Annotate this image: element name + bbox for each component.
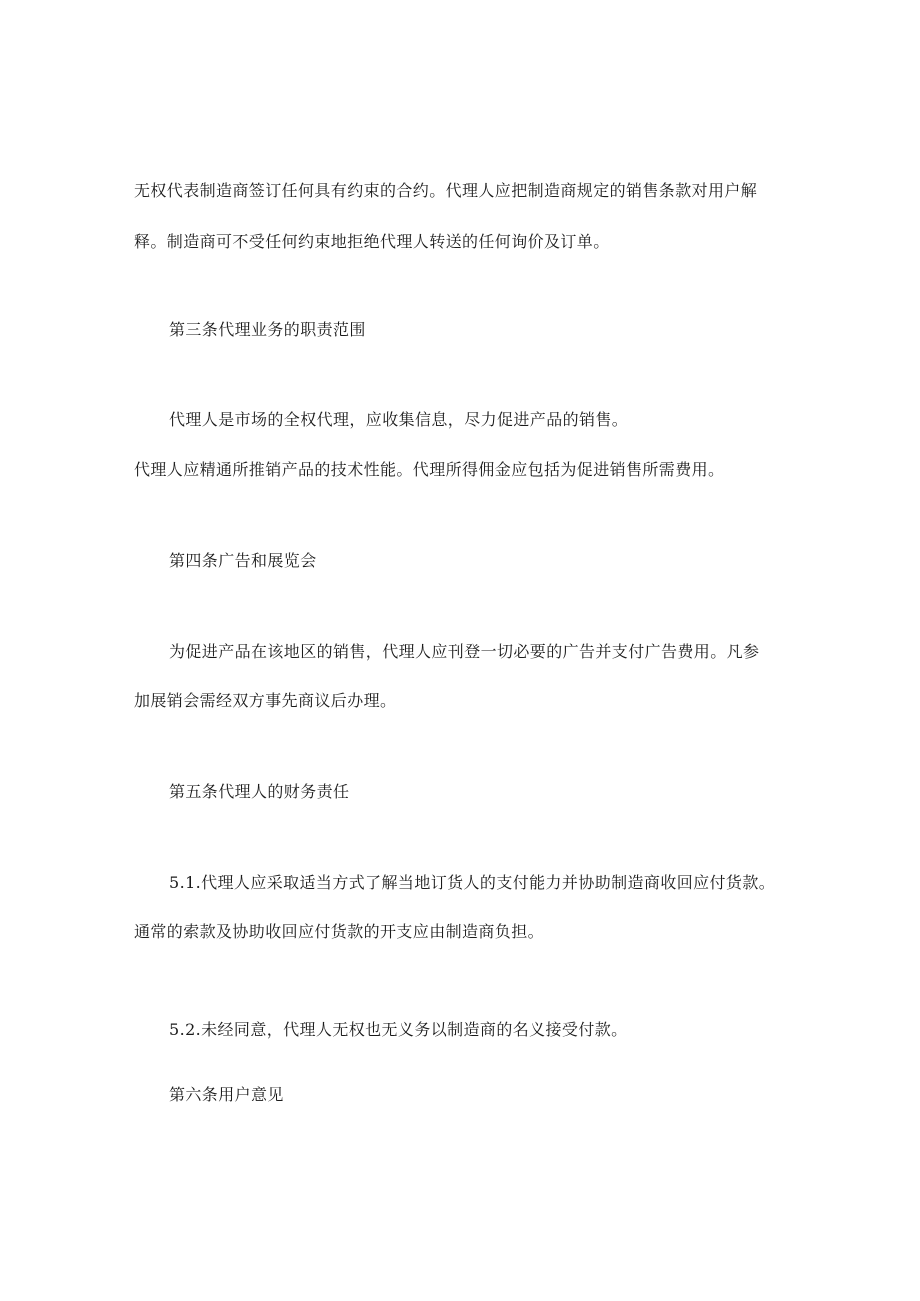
paragraph-line: 代理人应精通所推销产品的技术性能。代理所得佣金应包括为促进销售所需费用。: [134, 460, 725, 479]
section-heading: 第五条代理人的财务责任: [169, 782, 350, 801]
paragraph-line: 无权代表制造商签订任何具有约束的合约。代理人应把制造商规定的销售条款对用户解: [134, 181, 758, 200]
section-heading: 第三条代理业务的职责范围: [169, 320, 366, 339]
paragraph-line: 释。制造商可不受任何约束地拒绝代理人转送的任何询价及订单。: [134, 232, 610, 251]
paragraph-line: 5.1.代理人应采取适当方式了解当地订货人的支付能力并协助制造商收回应付货款。: [169, 873, 776, 892]
paragraph-line: 加展销会需经双方事先商议后办理。: [134, 691, 397, 710]
paragraph-line: 为促进产品在该地区的销售，代理人应刊登一切必要的广告并支付广告费用。凡参: [169, 642, 760, 661]
section-heading: 第四条广告和展览会: [169, 551, 317, 570]
paragraph-line: 5.2.未经同意，代理人无权也无义务以制造商的名义接受付款。: [169, 1020, 628, 1039]
section-heading: 第六条用户意见: [169, 1085, 284, 1104]
paragraph-line: 代理人是市场的全权代理，应收集信息，尽力促进产品的销售。: [169, 410, 629, 429]
paragraph-line: 通常的索款及协助收回应付货款的开支应由制造商负担。: [134, 922, 545, 941]
